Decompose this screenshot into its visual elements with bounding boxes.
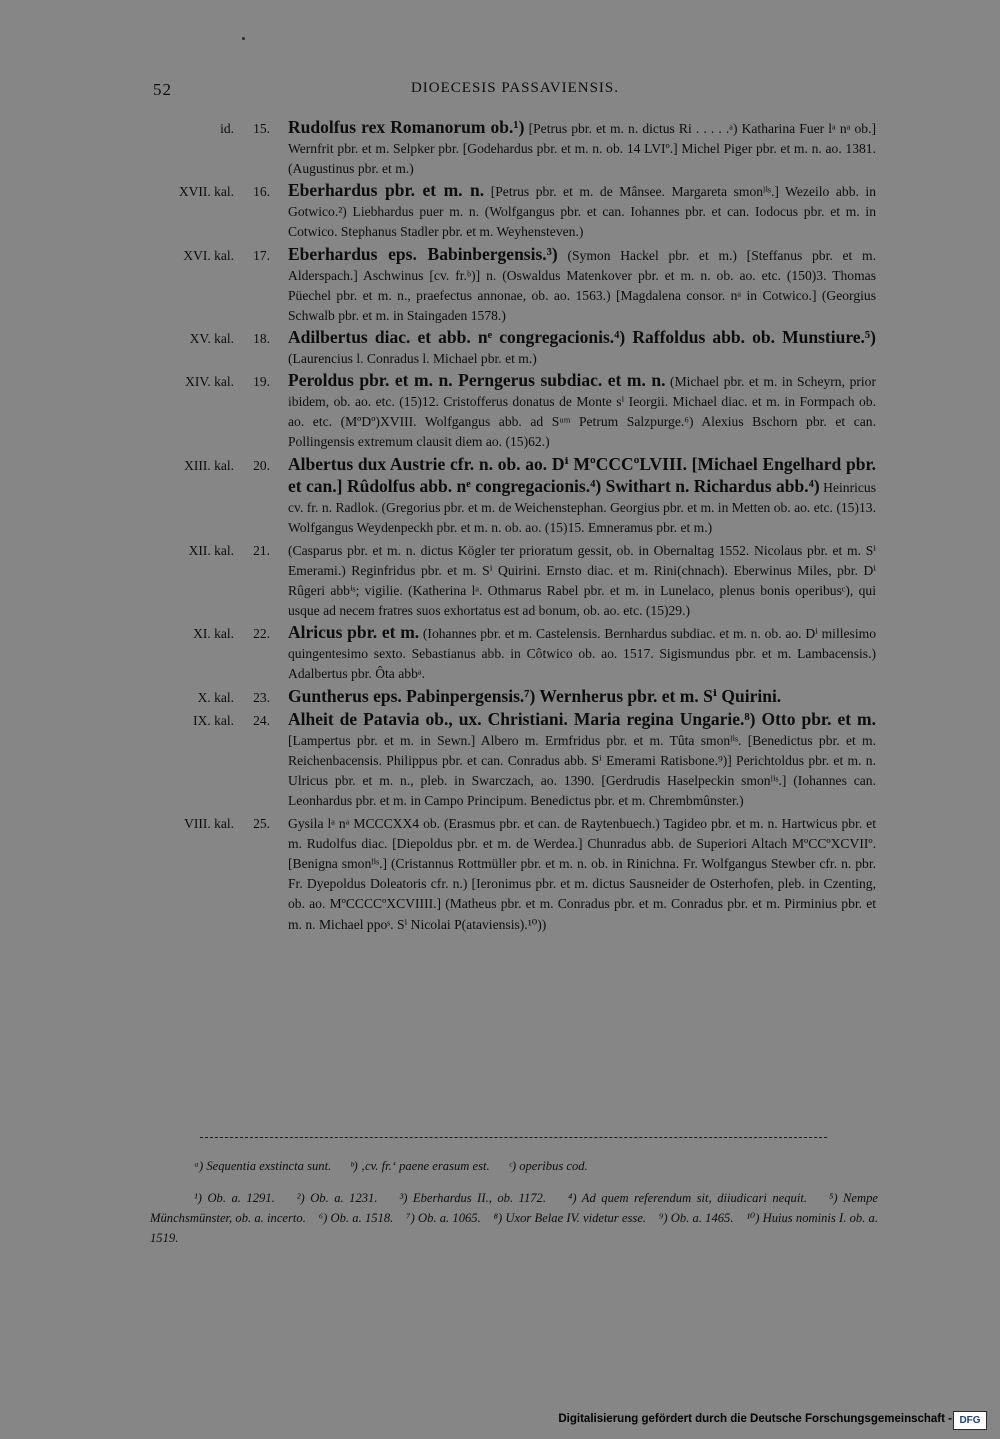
entry-18 [0,327,1000,369]
entry-secondary-text: (Casparus pbr. et m. n. dictus Kögler ter prioratum gessit, ob. in Obernaltag 1552. Nicolaus pbr. et m. Sⁱ Emerami.) Reginfridus pbr. et m. Sⁱ Quirini. Ernsto diac. et m. Rini(chnach). Eberwinus Miles, pbr. Dⁱ Rûgeri abbⁱˢ; vigilie. (Katherina lᵃ. Othmarus Rabel pbr. et m. in Lunelaco, plenus bonis operibusᶜ), qui usque ad necem fratres suos exhortatus est ad bonum, ob. ao. etc. (15)29.) [288,542,876,619]
funding-notice: Digitalisierung gefördert durch die Deutsche Forschungsgemeinschaft - [558,1413,952,1425]
entry-date: XII. kal. [188,542,234,558]
entry-date: XVI. kal. [183,247,234,263]
entry-23 [0,686,1000,708]
entry-text [288,327,876,369]
lettered-footnotes: ᵃ) Sequentia exstincta sunt. ᵇ) ‚cv. fr.‘ paene erasum est. ᶜ) operibus cod. [194,1159,588,1173]
entry-day: 24. [253,712,270,728]
entry-date: IX. kal. [193,712,234,728]
entry-primary-text: Albertus dux Austrie cfr. n. ob. ao. Dⁱ MºCCCºLVIII. [Michael Engelhard pbr. et can.] Rûdolfus abb. nᵉ congregacionis.⁴) Swithart n. Richardus abb.⁴) [288,453,876,496]
entry-primary-text: Eberhardus pbr. et m. n. [288,180,485,201]
entry-text [288,709,876,811]
entry-text [288,622,876,684]
entry-secondary-text: (Iohannes pbr. et m. Castelensis. Bernhardus subdiac. et m. n. ob. ao. Dⁱ millesimo quingentesimo sexto. Sebastianus abb. in Côtwico ob. ao. 1517. Sigismundus pbr. et m. Lambacensis.) Adalbertus pbr. Ôta abbᵃ. [288,626,876,682]
entry-16 [0,180,1000,242]
entry-25 [0,812,1000,935]
entry-day: 25. [253,816,270,832]
entry-primary-text: Peroldus pbr. et m. n. Perngerus subdiac. et m. n. [288,370,666,391]
entry-day: 22. [253,626,270,642]
entry-date: VIII. kal. [184,816,234,832]
entry-day: 21. [253,542,270,558]
entry-date: XIV. kal. [185,374,234,390]
scan-speck [242,37,245,40]
entry-secondary-text: Heinricus cv. fr. n. Radlok. (Gregorius pbr. et m. de Weichenstephan. Georgius pbr. et m. in Metten ob. ao. etc. (15)13. Wolfgangus Weydenpeckh pbr. et m. n. ob. ao. (15)15. Emneramus pbr. et m.) [288,479,877,535]
entry-15 [0,117,1000,179]
entry-day: 16. [253,184,270,200]
entry-date: XV. kal. [189,330,234,346]
entry-date: X. kal. [197,689,234,705]
entry-text [288,180,876,242]
entry-day: 23. [253,689,270,705]
entry-primary-text: Adilbertus diac. et abb. nᵉ congregacionis.⁴) Raffoldus abb. ob. Munstiure.⁵) [288,326,876,347]
entry-text [288,539,876,621]
entry-text [288,686,876,708]
entry-secondary-text: (Symon Hackel pbr. et m.) [Steffanus pbr. et m. Alderspach.] Aschwinus [cv. fr.ᵇ)] n. (Oswaldus Matenkover pbr. et m. n. ob. ao. etc. (150)3. Thomas Püechel pbr. et m. n., praefectus annonae, ob. ao. 1563.) [Magdalena consor. nᵃ in Cotwico.] (Georgius Schwalb pbr. et m. in Staingaden 1578.) [288,247,876,323]
footnote-divider [200,1137,827,1138]
entry-day: 15. [253,121,270,136]
entry-day: 17. [253,247,270,263]
running-title: DIOECESIS PASSAVIENSIS. [410,80,620,96]
entry-20 [0,454,1000,538]
entry-primary-text: Eberhardus eps. Babinbergensis.³) [288,243,558,264]
entry-date: id. [220,121,234,136]
entry-secondary-text: [Petrus pbr. et m. de Mânsee. Margareta smonˡⁱˢ.] Wezeilo abb. in Gotwico.²) Liebhardus puer m. n. (Wolfgangus pbr. et can. Iohannes pbr. et can. Iodocus pbr. et m. in Cotwico. Stephanus Stadler pbr. et m. Weyhensteven.) [288,184,877,240]
entry-day: 18. [253,330,270,346]
entry-secondary-text: Gysila lᵃ nᵃ MCCCXX4 ob. (Erasmus pbr. et can. de Raytenbuech.) Tagideo pbr. et m. n. Hartwicus pbr. et m. Rudolfus diac. [Diepoldus pbr. et m. de Werdea.] Chunradus abb. de Superiori Altach MºCCºXCVIIº. [Benigna smonˡⁱˢ.] (Cristannus Rottmüller pbr. et m. n. ob. in Rinichna. Fr. Wolfgangus Stewber cfr. n. pbr. Fr. Dyepoldus Doleatoris cfr. n.) [Ieronimus pbr. et m. dictus Sausneider de Osterhofen, pleb. in Czenting, ob. ao. MºCCCCºXCVIIII.] (Matheus pbr. et m. Conradus pbr. et m. Conradus pbr. et m. Pirminius pbr. et m. n. Michael ppoˢ. Sⁱ Nicolai P(ataviensis).¹⁰)) [288,816,876,932]
entry-text [288,812,876,935]
entry-24 [0,709,1000,811]
entry-date: XIII. kal. [184,457,234,473]
footnotes [150,1156,882,1248]
entry-text [288,244,876,326]
entry-text [288,370,876,452]
entry-secondary-text: (Laurencius l. Conradus l. Michael pbr. et m.) [288,351,537,367]
entry-text [288,454,876,538]
entry-primary-text: Alheit de Patavia ob., ux. Christiani. Maria regina Ungarie.⁸) Otto pbr. et m. [288,708,876,729]
entry-secondary-text: (Michael pbr. et m. in Scheyrn, prior ibidem, ob. ao. etc. (15)12. Cristofferus donatus de Monte sⁱ Ieorgii. Michael diac. et m. in Formpach ob. ao. etc. (MºDº)XVIII. Wolfgangus abb. ad Sᵘᵐ Petrum Salzpurge.⁶) Alexius Bschorn pbr. et can. Pollingensis extremum clausit diem ao. (15)62.) [288,374,876,450]
page-number: 52 [153,80,172,99]
dfg-logo: DFG [953,1411,987,1430]
entry-day: 20. [253,457,270,473]
entry-date: XI. kal. [193,626,234,642]
entry-19 [0,370,1000,452]
entry-secondary-text: [Lampertus pbr. et m. in Sewn.] Albero m. Ermfridus pbr. et m. Tûta smonˡⁱˢ. [Benedictus pbr. et m. Reichenbacensis. Philippus pbr. et can. Conradus abb. Sⁱ Emerami Ratisbone.⁹)] Perichtoldus pbr. et m. n. Ulricus pbr. et m. n., pleb. in Swarczach, ao. 1390. [Gerdrudis Haselpeckin smonˡⁱˢ.] (Iohannes can. Leonhardus pbr. et m. in Campo Principum. Benedictus pbr. et m. Chrembmûnster.) [288,732,876,808]
entry-secondary-text: [Petrus pbr. et m. n. dictus Ri . . . . .ᵃ) Katharina Fuer lᵃ nᵃ ob.] Wernfrit pbr. et m. Selpker pbr. [Godehardus pbr. et m. n. ob. 14 LVIº.] Michel Piger pbr. et m. n. ao. 1381. (Augustinus pbr. et m.) [288,121,877,177]
entry-21 [0,539,1000,621]
calendar-entries [0,117,1000,936]
page-header [150,80,880,104]
entry-primary-text: Guntherus eps. Pabinpergensis.⁷) Wernherus pbr. et m. Sⁱ Quirini. [288,685,782,706]
entry-17 [0,244,1000,326]
entry-primary-text: Rudolfus rex Romanorum ob.¹) [288,117,525,137]
entry-date: XVII. kal. [178,184,234,200]
numbered-footnotes: ¹) Ob. a. 1291. ²) Ob. a. 1231. ³) Eberhardus II., ob. 1172. ⁴) Ad quem referendum sit, diiudicari nequit. ⁵) Nempe Münchsmünster, ob. a. incerto. ⁶) Ob. a. 1518. ⁷) Ob. a. 1065. ⁸) Uxor Belae IV. videtur esse. ⁹) Ob. a. 1465. ¹⁰) Huius nominis I. ob. a. 1519. [150,1191,882,1245]
entry-primary-text: Alricus pbr. et m. [288,622,420,643]
entry-text [288,117,876,179]
entry-22 [0,622,1000,684]
entry-day: 19. [253,374,270,390]
